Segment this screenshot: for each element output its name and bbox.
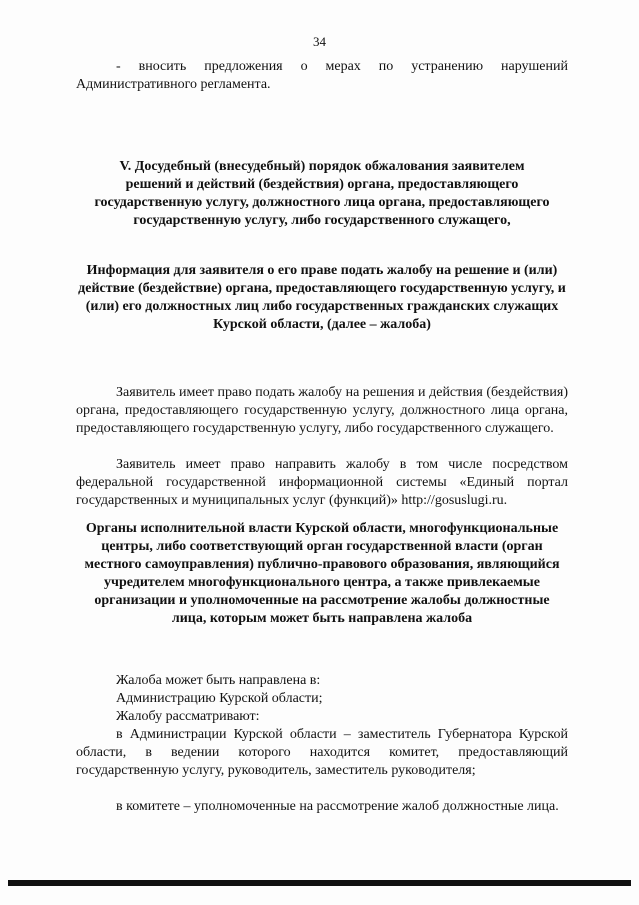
admin-paragraph: в Администрации Курской области – заместитель Губернатора Курской области, в ведении которого находится комитет, предоставляющий государственную услугу, руководитель, заместитель руководителя; [76,727,568,778]
complaint-lines [76,672,568,726]
info-heading: Информация для заявителя о его праве подать жалобу на решение и (или) действие (бездействие) органа, предоставляющего государственную услугу, и (или) его должностных лиц либо государственных гражданских служащих Курской области, (далее – жалоба) [78,263,566,332]
complaint-line-2: Администрацию Курской области; [116,691,323,706]
bottom-scan-edge [8,880,631,886]
committee-paragraph: в комитете – уполномоченные на рассмотрение жалоб должностные лица. [116,799,559,814]
intro-paragraph: - вносить предложения о мерах по устранению нарушений Административного регламента. [76,59,568,92]
section-heading: V. Досудебный (внесудебный) порядок обжалования заявителем решений и действий (бездействия) органа, предоставляющего государственную услугу, должностного лица органа, предоставляющего государственную услугу, либо государственного служащего, [94,159,550,228]
complaint-line-1: Жалоба может быть направлена в: [116,673,321,688]
bodies-heading: Органы исполнительной власти Курской области, многофункциональные центры, либо соответствующий орган государственной власти (орган местного самоуправления) публично-правового образования, являющийся учредителем многофункционального центра, а также привлекаемые организации и уполномоченные на рассмотрение жалобы должностные лица, которым может быть направлена жалоба [84,521,560,626]
right-paragraph: Заявитель имеет право подать жалобу на решения и действия (бездействия) органа, предоставляющего государственную услугу, должностного лица органа, предоставляющего государственную услугу, либо государственного служащего. [76,385,568,436]
page-number: 34 [313,34,326,49]
portal-paragraph: Заявитель имеет право направить жалобу в том числе посредством федеральной государственной информационной системы «Единый портал государственных и муниципальных услуг (функций)» http://gosuslugi.ru. [76,457,568,508]
complaint-line-3: Жалобу рассматривают: [116,709,260,724]
